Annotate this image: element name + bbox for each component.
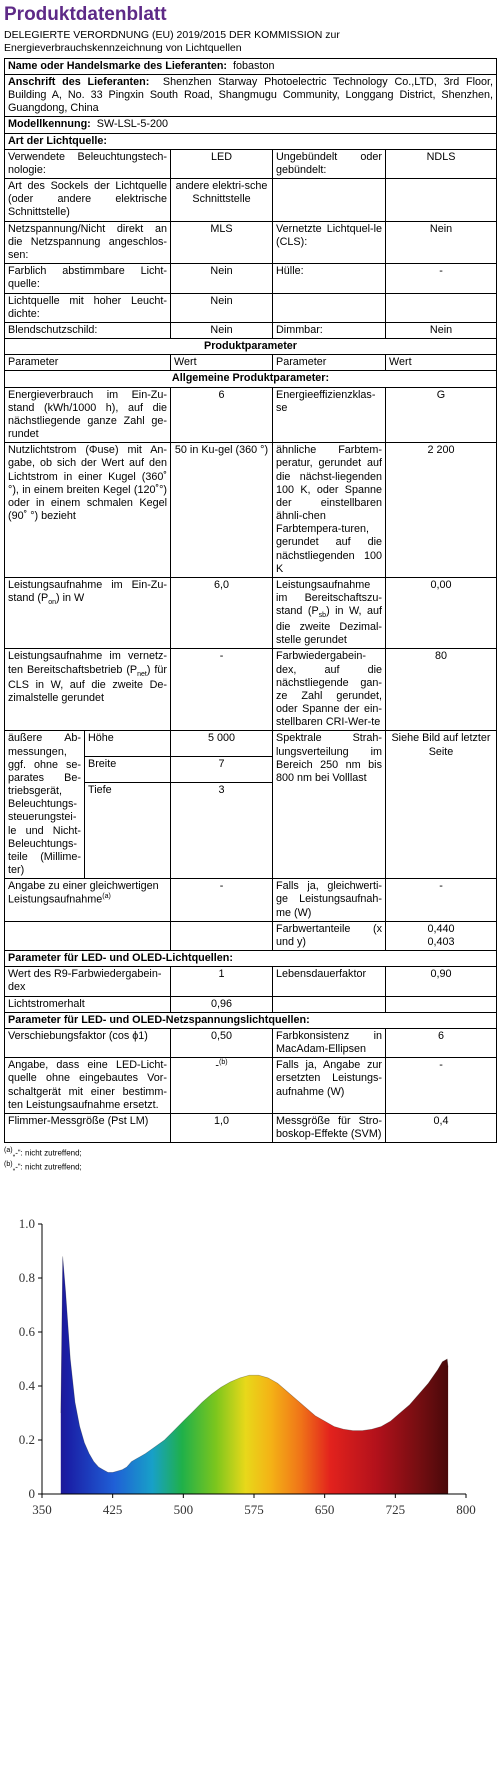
param-value-2: 2 200 xyxy=(386,443,497,578)
param-rows xyxy=(5,387,497,577)
dim-value-width: 7 xyxy=(171,757,273,783)
type-param-label: Verwendete Beleuchtungstech-nologie: xyxy=(5,149,171,178)
col-header-param-2: Parameter xyxy=(273,355,386,371)
lumen-row xyxy=(5,996,497,1012)
type-row xyxy=(5,221,497,264)
pnet-row xyxy=(5,649,497,731)
flicker-value: 1,0 xyxy=(171,1114,273,1143)
y-tick-label: 0.4 xyxy=(18,1377,35,1393)
dim-name-depth: Tiefe xyxy=(85,783,171,879)
type-heading: Art der Lichtquelle: xyxy=(5,133,497,149)
supplier-name-row xyxy=(5,58,497,74)
general-heading: Allgemeine Produktparameter: xyxy=(5,371,497,387)
type-param-label: Lichtquelle mit hoher Leucht-dichte: xyxy=(5,293,171,322)
x-tick-label: 350 xyxy=(32,1501,52,1517)
spectral-label: Spektrale Strah-lungsverteilung im Bereich 250 nm bis 800 nm bei Volllast xyxy=(273,731,386,879)
type-param-value-2 xyxy=(386,293,497,322)
type-rows xyxy=(5,149,497,338)
page-title: Produktdatenblatt xyxy=(4,4,167,25)
supplier-address-value: Shenzhen Starway Photoelectric Technology Co.,LTD, 3rd Floor, Building A, No. 33 Pingxin South Road, Shangmugu Community, Longgang District, Shenzhen, Guangdong, China xyxy=(8,75,494,115)
chroma-row xyxy=(5,921,497,950)
replace-label: Angabe, dass eine LED-Licht-quelle ohne eingebautes Vor-schaltgerät mit einer bestimm-ten Leistungsaufnahme ersetzt. xyxy=(5,1058,171,1114)
dim-value-height: 5 000 xyxy=(171,731,273,757)
replace-power-value: - xyxy=(386,1058,497,1114)
dim-name-height: Höhe xyxy=(85,731,171,757)
shift-value: 0,50 xyxy=(171,1028,273,1057)
type-row xyxy=(5,149,497,178)
footnotes xyxy=(4,1146,496,1173)
chroma-values xyxy=(386,921,497,950)
type-param-label: Farblich abstimmbare Licht-quelle: xyxy=(5,264,171,293)
type-param-label: Blendschutzschild: xyxy=(5,322,171,338)
param-label: Energieverbrauch im Ein-Zu-stand (kWh/1000 h), auf die nächstliegende ganze Zahl ge-rundet xyxy=(5,387,171,443)
y-tick-label: 0.8 xyxy=(18,1269,35,1285)
lumen-label: Lichtstromerhalt xyxy=(5,996,171,1012)
type-param-label-2 xyxy=(273,179,386,222)
x-tick-label: 650 xyxy=(314,1501,335,1517)
spectral-value: Siehe Bild auf letzter Seite xyxy=(386,731,497,879)
param-row xyxy=(5,443,497,578)
chroma-empty-1 xyxy=(5,921,171,950)
equiv-label: Angabe zu einer gleichwertigen Leistungsaufnahme$^{(a)}$ xyxy=(5,879,171,922)
type-param-label-2: Hülle: xyxy=(273,264,386,293)
shift-row xyxy=(5,1028,497,1057)
type-param-value: LED xyxy=(171,149,273,178)
spectral-distribution-chart xyxy=(4,1212,496,1542)
x-tick-label: 575 xyxy=(244,1501,264,1517)
stroboscopic-value: 0,4 xyxy=(386,1114,497,1143)
pon-value: 6,0 xyxy=(171,577,273,648)
y-tick-label: 0.6 xyxy=(18,1323,35,1339)
type-param-value: Nein xyxy=(171,293,273,322)
supplier-name-cell xyxy=(5,58,497,74)
dims-label: äußere Ab-messungen, ggf. ohne se-parates Be-triebsgerät, Beleuchtungs-steuerungstei-le und Nicht-Beleuchtungs-teile (Millime-ter) xyxy=(5,731,85,879)
type-param-value-2: NDLS xyxy=(386,149,497,178)
type-param-value-2 xyxy=(386,179,497,222)
led-heading-row xyxy=(5,951,497,967)
param-label: Nutzlichtstrom (Φuse) mit An-gabe, ob sich der Wert auf den Lichtstrom in einer Kugel (360˚ °), in einem breiten Kegel (120˚°) oder in einem schmalen Kegel (90˚ °) bezieht xyxy=(5,443,171,578)
plot-area xyxy=(19,1216,476,1517)
equiv-power-value: - xyxy=(386,879,497,922)
equiv-row xyxy=(5,879,497,922)
pon-row xyxy=(5,577,497,648)
y-tick-label: 0.2 xyxy=(18,1431,35,1447)
type-param-value: Nein xyxy=(171,322,273,338)
r9-value: 1 xyxy=(171,967,273,996)
product-params-heading-row xyxy=(5,339,497,355)
product-params-heading: Produktparameter xyxy=(5,339,497,355)
type-param-value: andere elektri-sche Schnittstelle xyxy=(171,179,273,222)
chroma-y: 0,403 xyxy=(427,935,455,948)
model-label: Modellkennung: xyxy=(8,118,91,131)
param-row xyxy=(5,387,497,443)
lumen-empty-1 xyxy=(273,996,386,1012)
pnet-label: Leistungsaufnahme im vernetz-ten Bereitschaftsbetrieb $(P_{net})$ für CLS in W, auf die zweite De-zimalstelle gerundet xyxy=(5,649,171,731)
col-header-param-1: Parameter xyxy=(5,355,171,371)
param-label-2: Energieeffizienzklas-se xyxy=(273,387,386,443)
type-param-value: Nein xyxy=(171,264,273,293)
chroma-label: Farbwertanteile (x und y) xyxy=(273,921,386,950)
model-cell xyxy=(5,117,497,133)
footnote-b: $^{(b)}$„-“: nicht zutreffend; xyxy=(4,1161,82,1172)
type-row xyxy=(5,293,497,322)
mains-heading: Parameter für LED- und OLED-Netzspannungslichtquellen: xyxy=(5,1012,497,1028)
supplier-address-label: Anschrift des Lieferanten: xyxy=(8,75,150,88)
cri-value: 80 xyxy=(386,649,497,731)
consistency-value: 6 xyxy=(386,1028,497,1057)
type-heading-row xyxy=(5,133,497,149)
pnet-value: - xyxy=(171,649,273,731)
supplier-name-label: Name oder Handelsmarke des Lieferanten: xyxy=(8,59,228,72)
param-value-2: G xyxy=(386,387,497,443)
col-header-value-1: Wert xyxy=(171,355,273,371)
type-param-label-2: Dimmbar: xyxy=(273,322,386,338)
r9-label: Wert des R9-Farbwiedergabein-dex xyxy=(5,967,171,996)
regulation-subtitle: DELEGIERTE VERORDNUNG (EU) 2019/2015 DER KOMMISSION zur Energieverbrauchskennzeichnung von Lichtquellen xyxy=(4,29,340,54)
param-value: 6 xyxy=(171,387,273,443)
datasheet-table xyxy=(4,58,497,1144)
stroboscopic-label: Messgröße für Stro-boskop-Effekte (SVM) xyxy=(273,1114,386,1143)
type-param-value-2: - xyxy=(386,264,497,293)
r9-row xyxy=(5,967,497,996)
type-param-value-2: Nein xyxy=(386,221,497,264)
replace-power-label: Falls ja, Angabe zur ersetzten Leistungs-aufnahme (W) xyxy=(273,1058,386,1114)
x-tick-label: 425 xyxy=(102,1501,123,1517)
replace-row xyxy=(5,1058,497,1114)
type-row xyxy=(5,179,497,222)
lumen-value: 0,96 xyxy=(171,996,273,1012)
supplier-name-value: fobaston xyxy=(233,59,275,72)
y-tick-label: 0 xyxy=(28,1485,35,1501)
y-tick-label: 1.0 xyxy=(18,1215,35,1231)
type-param-label: Netzspannung/Nicht direkt an die Netzspannung angeschlos-sen: xyxy=(5,221,171,264)
supplier-address-cell xyxy=(5,74,497,117)
consistency-label: Farbkonsistenz in MacAdam-Ellipsen xyxy=(273,1028,386,1057)
lumen-empty-2 xyxy=(386,996,497,1012)
equiv-value: - xyxy=(171,879,273,922)
chroma-x: 0,440 xyxy=(427,922,455,935)
pon-label: Leistungsaufnahme im Ein-Zu-stand $(P_{on})$ in W xyxy=(5,577,171,648)
param-value: 50 in Ku-gel (360 °) xyxy=(171,443,273,578)
type-param-label-2 xyxy=(273,293,386,322)
type-param-label-2: Ungebündelt oder gebündelt: xyxy=(273,149,386,178)
led-heading: Parameter für LED- und OLED-Lichtquellen: xyxy=(5,951,497,967)
chroma-empty-2 xyxy=(171,921,273,950)
type-param-label: Art des Sockels der Lichtquelle (oder andere elektrische Schnittstelle) xyxy=(5,179,171,222)
shift-label: Verschiebungsfaktor (cos ϕ1) xyxy=(5,1028,171,1057)
model-row xyxy=(5,117,497,133)
survival-label: Lebensdauerfaktor xyxy=(273,967,386,996)
type-param-value: MLS xyxy=(171,221,273,264)
x-tick-label: 725 xyxy=(385,1501,406,1517)
survival-value: 0,90 xyxy=(386,967,497,996)
flicker-row xyxy=(5,1114,497,1143)
equiv-power-label: Falls ja, gleichwerti-ge Leistungsaufnah-me (W) xyxy=(273,879,386,922)
dim-name-width: Breite xyxy=(85,757,171,783)
col-header-value-2: Wert xyxy=(386,355,497,371)
replace-value: -$^{(b)}$ xyxy=(171,1058,273,1114)
cri-label: Farbwiedergabein-dex, auf die nächstliegende gan-ze Zahl gerundet, oder Spanne der ein-stellbaren CRI-Wer-te xyxy=(273,649,386,731)
type-param-label-2: Vernetzte Lichtquel-le (CLS): xyxy=(273,221,386,264)
mains-heading-row xyxy=(5,1012,497,1028)
x-tick-label: 500 xyxy=(173,1501,194,1517)
type-row xyxy=(5,322,497,338)
type-param-value-2: Nein xyxy=(386,322,497,338)
flicker-label: Flimmer-Messgröße (Pst LM) xyxy=(5,1114,171,1143)
x-tick-label: 800 xyxy=(456,1501,476,1517)
general-heading-row xyxy=(5,371,497,387)
column-header-row xyxy=(5,355,497,371)
psb-label: Leistungsaufnahme im Bereitschaftszu-stand $(P_{sb})$ in W, auf die zweite Dezimal-stelle gerundet xyxy=(273,577,386,648)
dims-row-height xyxy=(5,731,497,757)
dim-value-depth: 3 xyxy=(171,783,273,879)
param-label-2: ähnliche Farbtem-peratur, gerundet auf die nächst-liegenden 100 K, oder Spanne der einstellbaren ähnli-chen Farbtempera-turen, gerundet auf die nächstliegenden 100 K xyxy=(273,443,386,578)
footnote-a: $^{(a)}$„-“: nicht zutreffend; xyxy=(4,1147,82,1158)
type-row xyxy=(5,264,497,293)
psb-value: 0,00 xyxy=(386,577,497,648)
model-value: SW-LSL-5-200 xyxy=(96,118,168,131)
supplier-address-row xyxy=(5,74,497,117)
